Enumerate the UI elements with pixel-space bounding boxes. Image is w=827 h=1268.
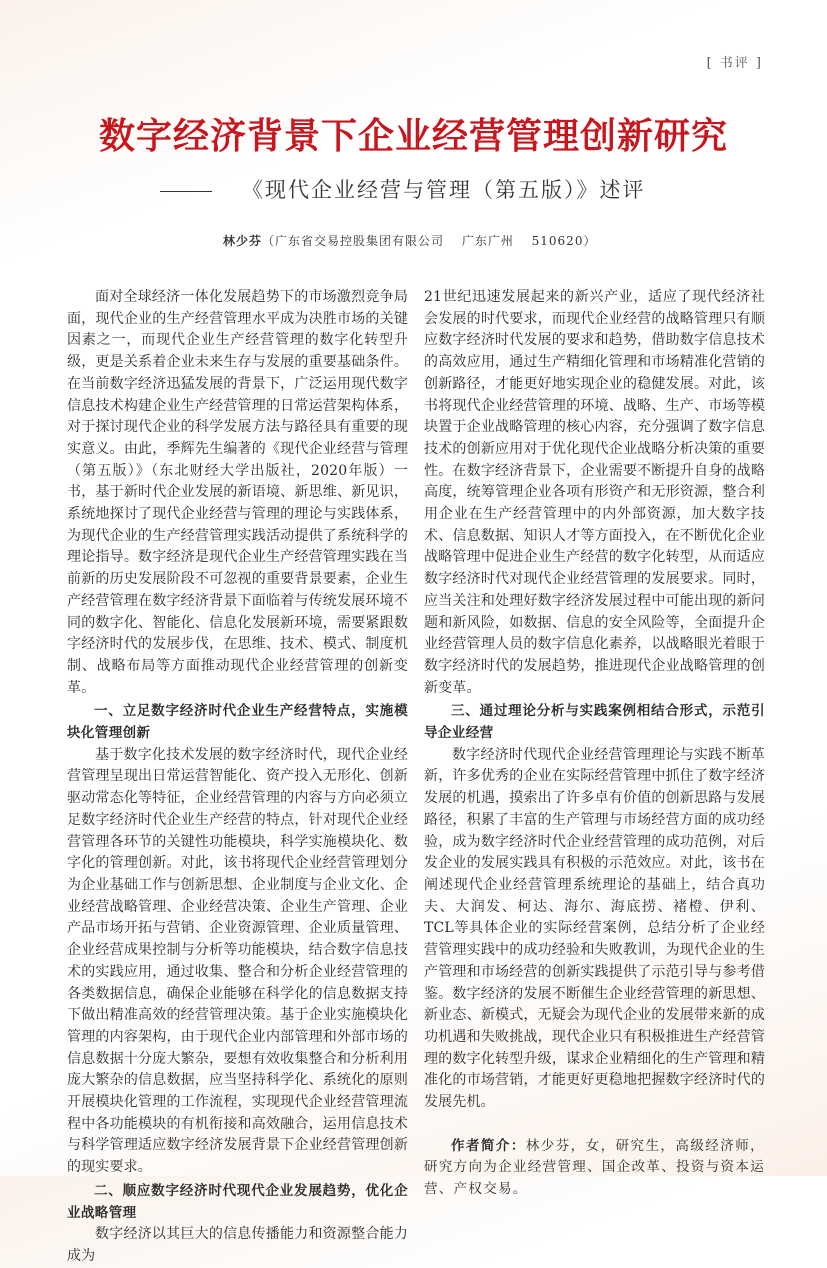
article-title: 数字经济背景下企业经营管理创新研究 [98, 116, 728, 157]
body-paragraph: 面对全球经济一体化发展趋势下的市场激烈竞争局面，现代企业的生产经营管理水平成为决胜市场的关键因素之一，而现代企业生产经营管理的数字化转型升级，更是关系着企业未来生存与发展的重要基础条件。在当前数字经济迅猛发展的背景下，广泛运用现代数字信息技术构建企业生产经营管理的日常运营架构体系，对于探讨现代企业的科学发展方法与路径具有重要的现实意义。由此，季辉先生编著的《现代企业经营与管理（第五版）》（东北财经大学出版社，2020年版）一书，基于新时代企业发展的新语境、新思维、新见识，系统地探讨了现代企业经营与管理的理论与实践体系，为现代企业的生产经营管理实践活动提供了系统科学的理论指导。数字经济是现代企业生产经营管理实践在当前新的历史发展阶段不可忽视的重要背景要素，企业生产经营管理在数字经济背景下面临着与传统发展环境不同的数字化、智能化、信息化发展新环境，需要紧跟数字经济时代的发展步伐，在思维、技术、模式、制度机制、战略布局等方面推动现代企业经营管理的创新变革。 [67, 289, 408, 696]
subtitle-text: 《现代企业经营与管理（第五版）》述评 [242, 178, 646, 202]
section-tag: [ 书评 ] [706, 56, 763, 71]
section-heading-2: 二、顺应数字经济时代现代企业发展趋势，优化企业战略管理 [67, 1182, 408, 1221]
body-paragraph: 21世纪迅速发展起来的新兴产业，适应了现代经济社会发展的时代要求，而现代企业经营的战略管理只有顺应数字经济时代发展的要求和趋势，借助数字信息技术的高效应用，通过生产精细化管理和市场精准化营销的创新路径，才能更好地实现企业的稳健发展。对此，该书将现代企业经营管理的环境、战略、生产、市场等模块置于企业战略管理的核心内容，充分强调了数字信息技术的创新应用对于优化现代企业战略分析决策的重要性。在数字经济背景下，企业需要不断提升自身的战略高度，统筹管理企业各项有形资产和无形资源，整合利用企业在生产经营管理中的内外部资源，加大数字技术、信息数据、知识人才等方面投入，在不断优化企业战略管理中促进企业生产经营的数字化转型，从而适应数字经济时代对现代企业经营管理的发展要求。同时，应当关注和处理好数字经济发展过程中可能出现的新问题和新风险，如数据、信息的安全风险等，全面提升企业经营管理人员的数字信息化素养，以战略眼光着眼于数字经济时代的发展趋势，推进现代企业战略管理的创新变革。 [424, 289, 765, 696]
author-name: 林少芬 [223, 234, 263, 248]
author-line [223, 232, 596, 249]
author-bio-label: 作者简介： [451, 1137, 526, 1154]
author-affiliation: （广东省交易控股集团有限公司 广东广州 510620） [262, 234, 597, 248]
author-bio [424, 1136, 765, 1201]
right-column [424, 287, 765, 1201]
body-paragraph: 基于数字化技术发展的数字经济时代，现代企业经营管理呈现出日常运营智能化、资产投入无形化、创新驱动常态化等特征，企业经营管理的内容与方向必须立足数字经济时代企业生产经营的特点，针对现代企业经营管理各环节的关键性功能模块，科学实施模块化、数字化的管理创新。对此，该书将现代企业经营管理划分为企业基础工作与创新思想、企业制度与企业文化、企业经营战略管理、企业经营决策、企业生产管理、企业产品市场开拓与营销、企业资源管理、企业质量管理、企业经营成果控制与分析等功能模块，结合数字信息技术的实践应用，通过收集、整合和分析企业经营管理的各类数据信息，确保企业能够在科学化的信息数据支持下做出精准高效的经营管理决策。基于企业实施模块化管理的内容架构，由于现代企业内部管理和外部市场的信息数据十分庞大繁杂，要想有效收集整合和分析利用庞大繁杂的信息数据，应当坚持科学化、系统化的原则开展模块化管理的工作流程，实现现代企业经营管理流程中各功能模块的有机衔接和高效融合，运用信息技术与科学管理适应数字经济发展背景下企业经营管理创新的现实要求。 [67, 746, 408, 1176]
article-subtitle [160, 174, 646, 204]
left-column [67, 287, 408, 1268]
subtitle-dash [160, 191, 212, 192]
body-paragraph: 数字经济时代现代企业经营管理理论与实践不断革新，许多优秀的企业在实际经营管理中抓住了数字经济发展的机遇，摸索出了许多卓有价值的创新思路与发展路径，积累了丰富的生产管理与市场经营方面的成功经验，成为数字经济时代企业经营管理的成功范例，对后发企业的发展实践具有积极的示范效应。对此，该书在阐述现代企业经营管理系统理论的基础上，结合真功夫、大润发、柯达、海尔、海底捞、褚橙、伊利、TCL等具体企业的实际经营案例，总结分析了企业经营管理实践中的成功经验和失败教训，为现代企业的生产管理和市场经营的创新实践提供了示范引导与参考借鉴。数字经济的发展不断催生企业经营管理的新思想、新业态、新模式，无疑会为现代企业的发展带来新的成功机遇和失败挑战，现代企业只有积极推进生产经营管理的数字化转型升级，谋求企业精细化的生产管理和精准化的市场营销，才能更好更稳地把握数字经济时代的发展先机。 [424, 746, 765, 1111]
author-bio-text: 林少芬，女，研究生，高级经济师，研究方向为企业经营管理、国企改革、投资与资本运营、产权交易。 [424, 1137, 765, 1198]
body-paragraph: 数字经济以其巨大的信息传播能力和资源整合能力成为 [67, 1226, 408, 1264]
section-heading-1: 一、立足数字经济时代企业生产经营特点，实施模块化管理创新 [67, 703, 408, 742]
section-heading-3: 三、通过理论分析与实践案例相结合形式，示范引导企业经营 [424, 703, 765, 742]
